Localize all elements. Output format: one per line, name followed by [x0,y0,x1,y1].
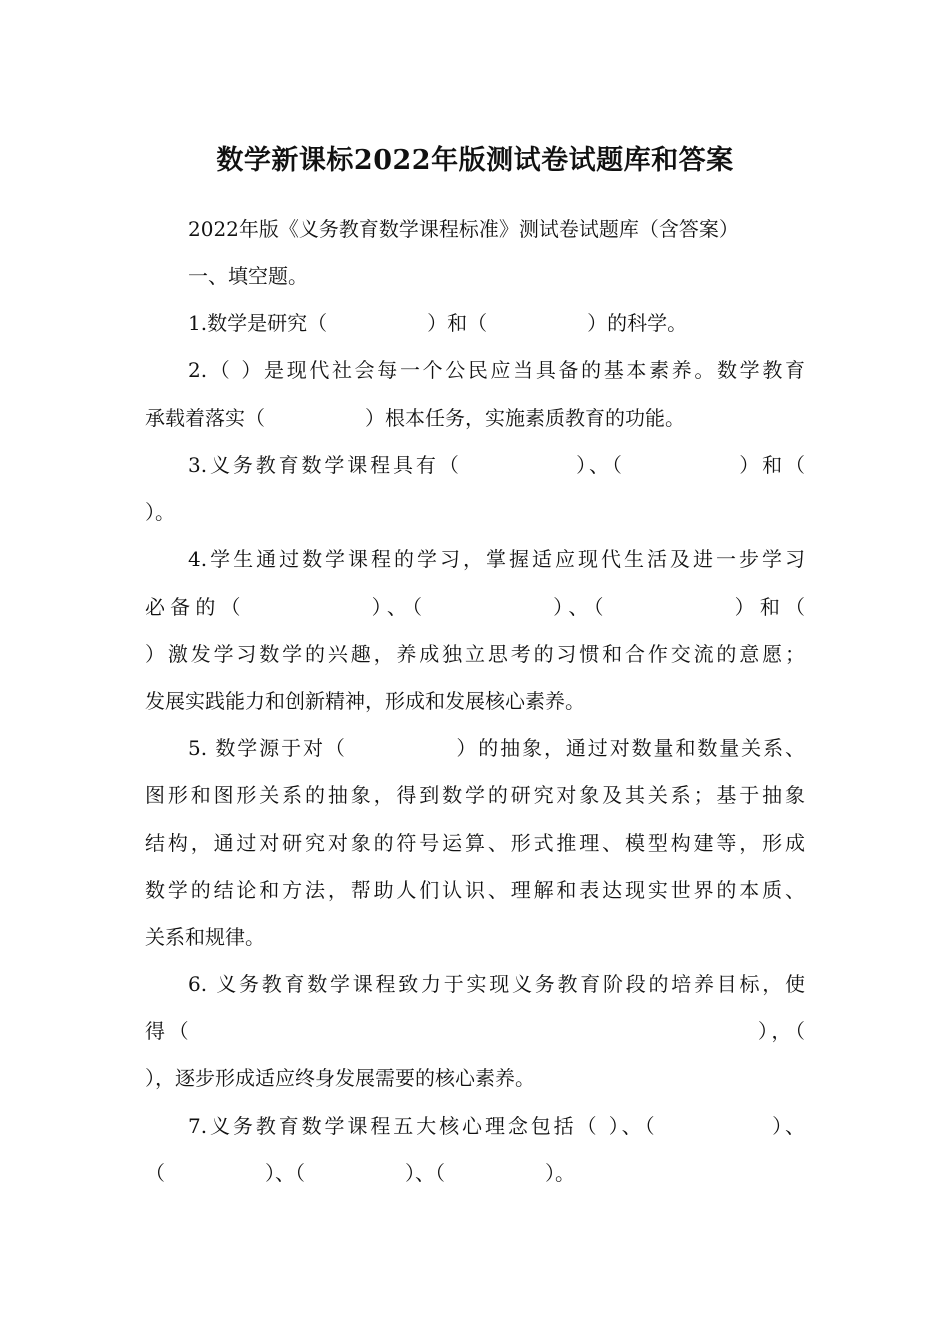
question-6-line: ），逐步形成适应终身发展需要的核心素养。 [145,1066,535,1090]
question-5-line: 结构，通过对研究对象的符号运算、形式推理、模型构建等，形成 [145,831,805,855]
question-3-line: ）。 [145,500,175,524]
question-4-line: ）激发学习数学的兴趣，养成独立思考的习惯和合作交流的意愿； [145,642,805,666]
document-title: 数学新课标2022年版测试卷试题库和答案 [216,145,734,176]
question-7-line: （ ）、（ ）、（ ）。 [145,1161,575,1185]
question-3-line: 3.义务教育数学课程具有（ ）、（ ）和（ [188,453,805,477]
question-7-line: 7.义务教育数学课程五大核心理念包括（ ）、（ ）、 [188,1114,805,1138]
question-6-line: 得（ ），（ [145,1019,805,1043]
question-5-line: 图形和图形关系的抽象，得到数学的研究对象及其关系；基于抽象 [145,783,805,807]
question-4-line: 4.学生通过数学课程的学习，掌握适应现代生活及进一步学习 [188,547,805,571]
question-4-line: 发展实践能力和创新精神，形成和发展核心素养。 [145,689,585,713]
question-5-line: 关系和规律。 [145,925,265,949]
question-2-line: 2.（ ）是现代社会每一个公民应当具备的基本素养。数学教育 [188,358,805,382]
question-6-line: 6. 义务教育数学课程致力于实现义务教育阶段的培养目标，使 [188,972,805,996]
question-5-line: 数学的结论和方法，帮助人们认识、理解和表达现实世界的本质、 [145,878,805,902]
question-2-line: 承载着落实（ ）根本任务，实施素质教育的功能。 [145,406,685,430]
question-4-line: 必备的（ ）、（ ）、（ ）和（ [145,595,805,619]
subtitle-line: 2022年版《义务教育数学课程标准》测试卷试题库（含答案） [188,217,739,241]
question-1-line: 1.数学是研究（ ）和（ ）的科学。 [188,311,688,335]
section-heading: 一、填空题。 [188,264,308,288]
question-5-line: 5. 数学源于对（ ）的抽象，通过对数量和数量关系、 [188,736,805,760]
